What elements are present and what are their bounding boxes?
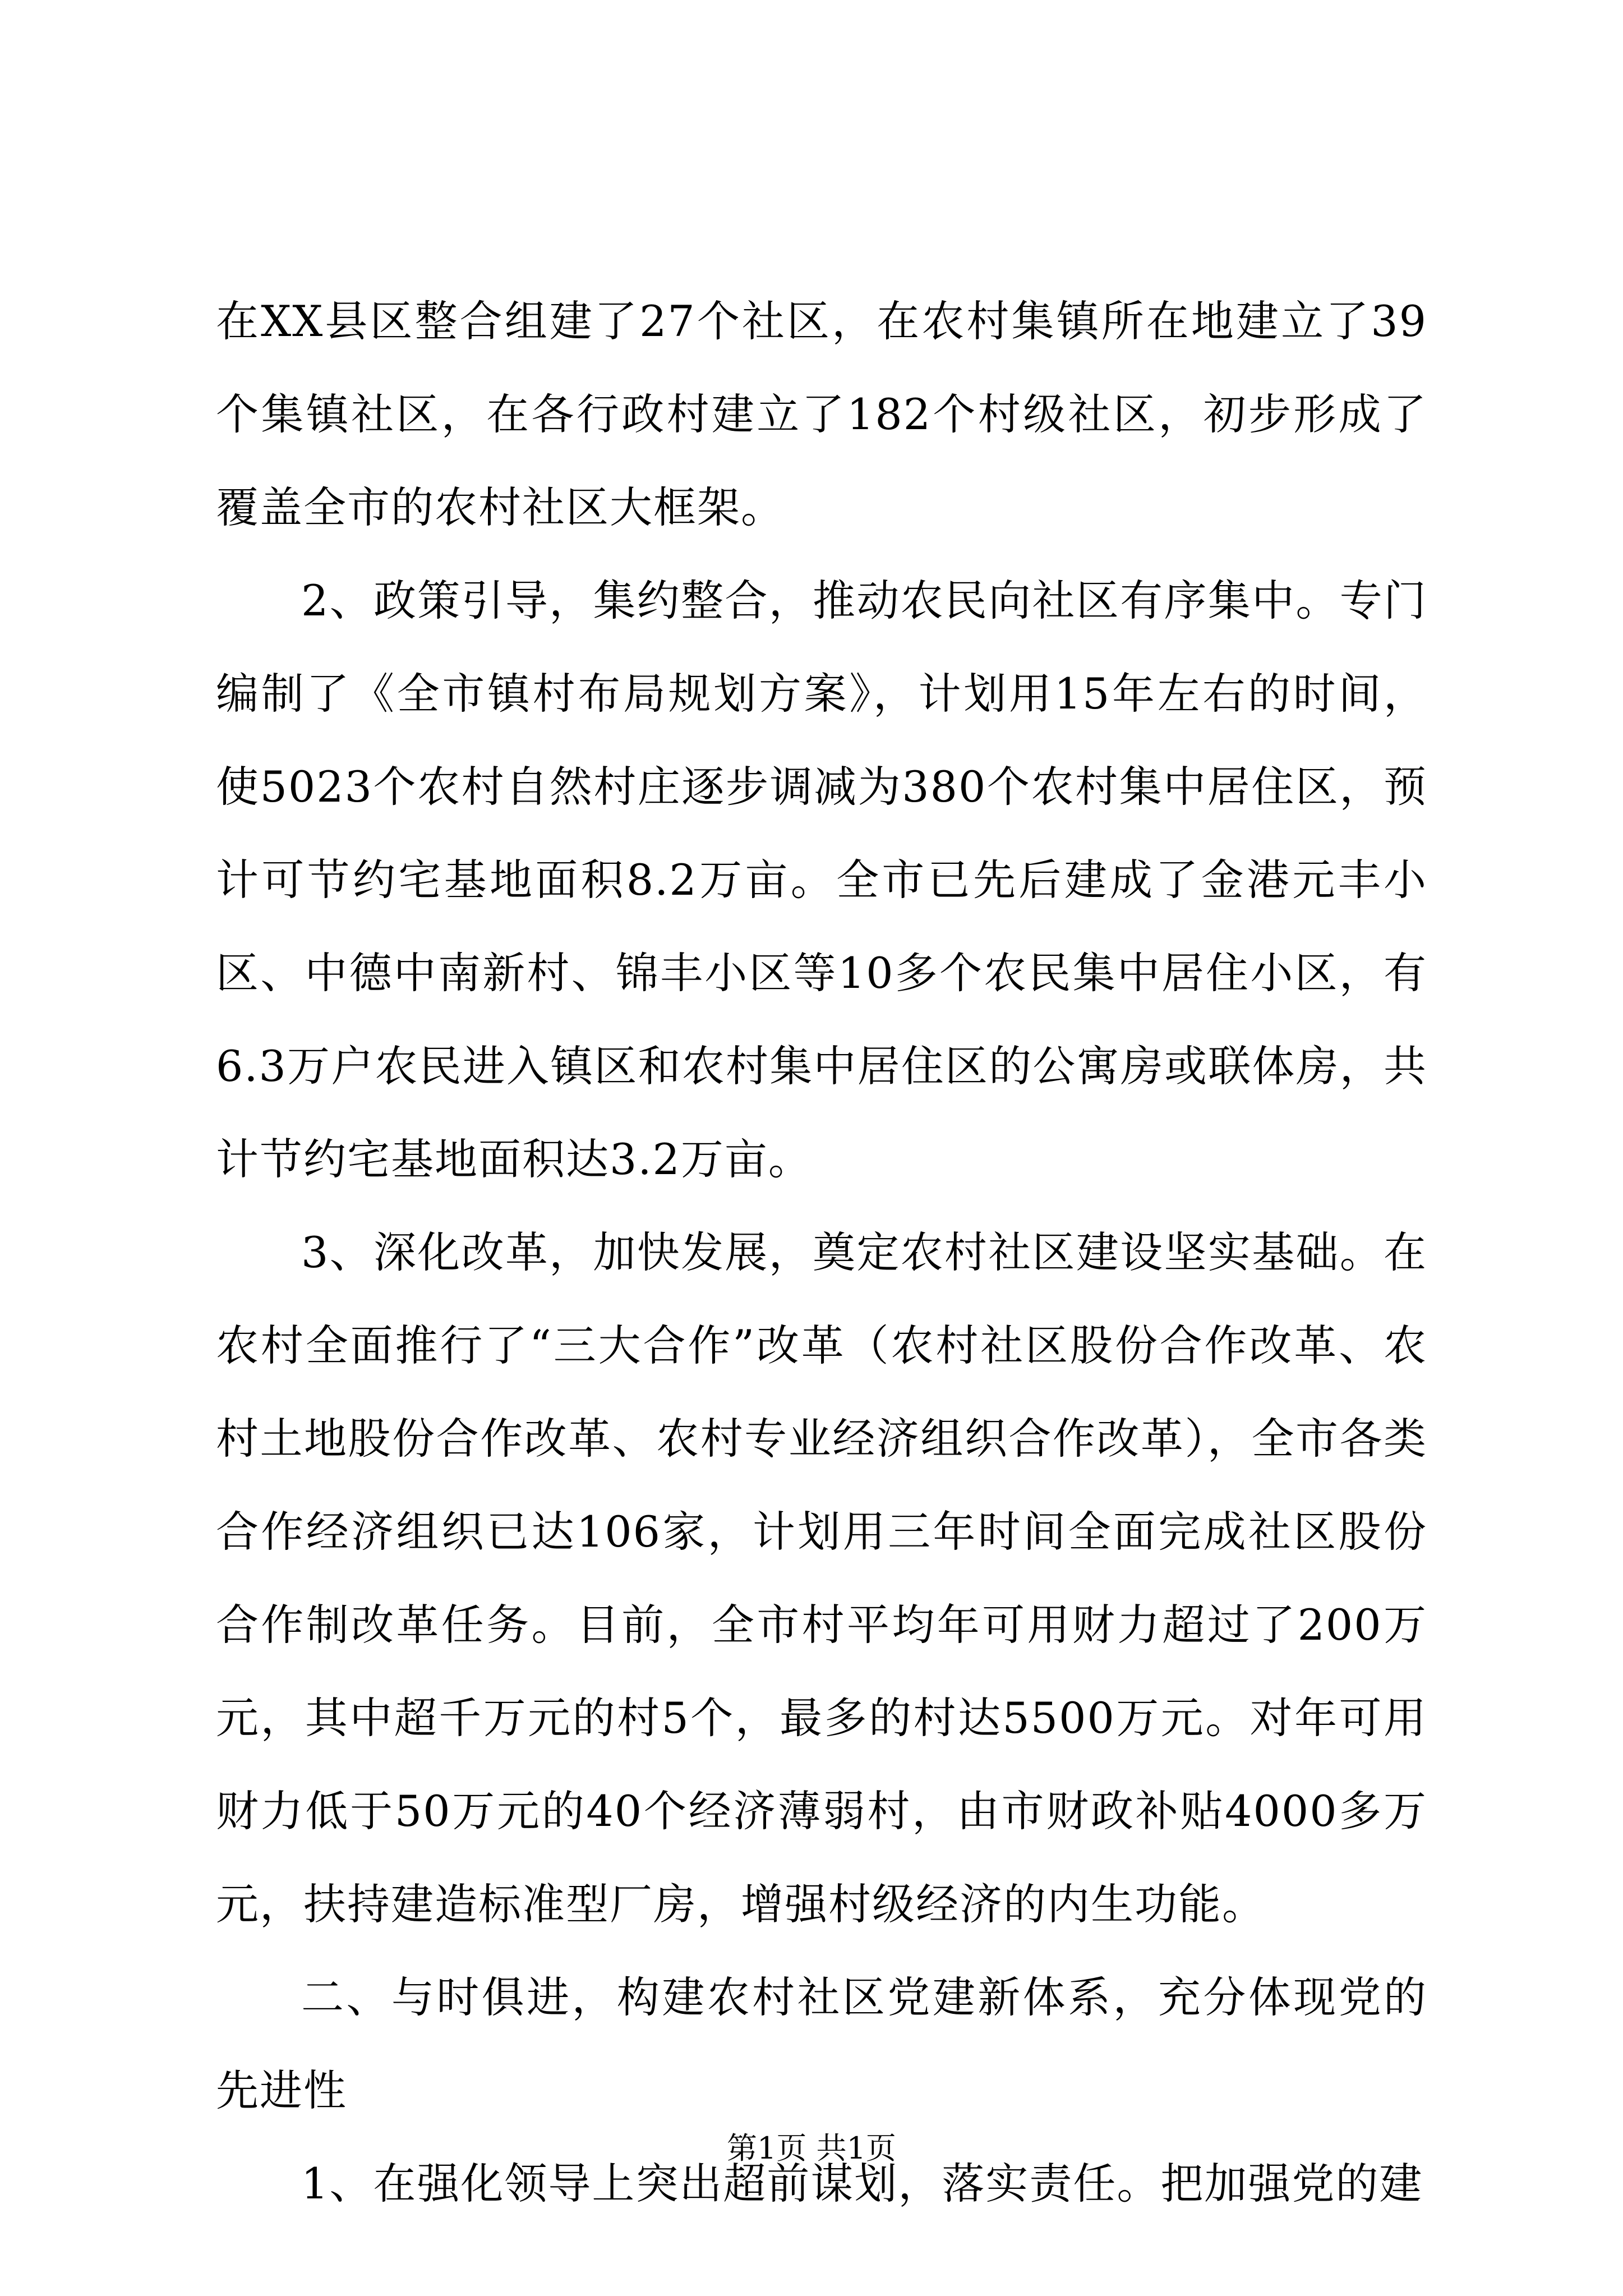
section-heading: 二、与时俱进，构建农村社区党建新体系，充分体现党的先进性: [216, 1972, 1427, 2115]
paragraph-1: 在XX县区整合组建了27个社区，在农村集镇所在地建立了39个集镇社区，在各行政村建立了182个村级社区，初步形成了覆盖全市的农村社区大框架。: [216, 296, 1427, 532]
paragraph-2: 2、政策引导，集约整合，推动农民向社区有序集中。专门编制了《全市镇村布局规划方案》，计划用15年左右的时间，使5023个农村自然村庄逐步调减为380个农村集中居住区，预计可节约宅基地面积8.2万亩。全市已先后建成了金港元丰小区、中德中南新村、锦丰小区等10多个农民集中居住小区，有6.3万户农民进入镇区和农村集中居住区的公寓房或联体房，共计节约宅基地面积达3.2万亩。: [216, 576, 1427, 1184]
document-body: [216, 275, 1427, 2230]
paragraph-3: 3、深化改革，加快发展，奠定农村社区建设坚实基础。在农村全面推行了“三大合作”改革（农村社区股份合作改革、农村土地股份合作改革、农村专业经济组织合作改革），全市各类合作经济组织已达106家，计划用三年时间全面完成社区股份合作制改革任务。目前，全市村平均年可用财力超过了200万元，其中超千万元的村5个，最多的村达5500万元。对年可用财力低于50万元的40个经济薄弱村，由市财政补贴4000多万元，扶持建造标准型厂房，增强村级经济的内生功能。: [216, 1227, 1427, 1929]
page-footer: 第1页 共1页: [727, 2131, 896, 2166]
paragraph-4: 1、在强化领导上突出超前谋划，落实责任。把加强党的建: [301, 2159, 1423, 2208]
